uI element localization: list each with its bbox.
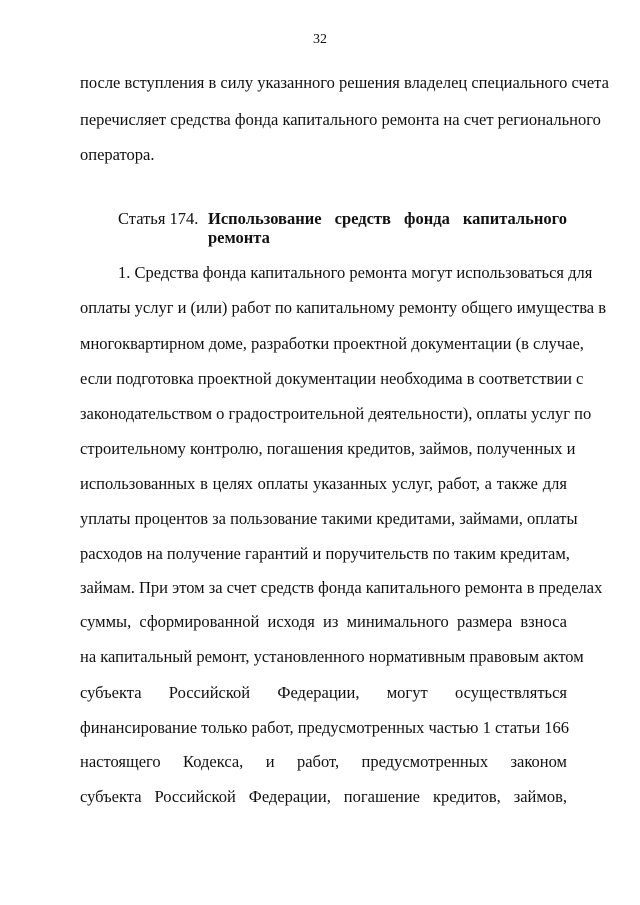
paragraph-line: расходов на получение гарантий и поручительств по таким кредитам,	[80, 544, 570, 563]
article-title-continued: ремонта	[208, 228, 270, 247]
paragraph-line: суммы, сформированной исходя из минимального размера взноса	[80, 612, 567, 631]
paragraph-line: оператора.	[80, 145, 155, 164]
paragraph-line: на капитальный ремонт, установленного нормативным правовым актом	[80, 647, 584, 666]
paragraph-line: субъекта Российской Федерации, могут осуществляться	[80, 683, 567, 702]
paragraph-line: субъекта Российской Федерации, погашение кредитов, займов,	[80, 787, 567, 806]
paragraph-line: перечисляет средства фонда капитального ремонта на счет регионального	[80, 110, 601, 129]
paragraph-line: финансирование только работ, предусмотренных частью 1 статьи 166	[80, 718, 570, 737]
article-title: Использование средств фонда капитального	[208, 209, 567, 228]
paragraph-line: уплаты процентов за пользование такими кредитами, займами, оплаты	[80, 509, 578, 528]
paragraph-line: настоящего Кодекса, и работ, предусмотренных законом	[80, 752, 567, 771]
paragraph-line: 1. Средства фонда капитального ремонта могут использоваться для	[118, 263, 593, 282]
page-number: 32	[313, 32, 327, 47]
paragraph-line: займам. При этом за счет средств фонда капитального ремонта в пределах	[80, 578, 603, 597]
paragraph-line: многоквартирном доме, разработки проектной документации (в случае,	[80, 334, 584, 353]
paragraph-line: оплаты услуг и (или) работ по капитальному ремонту общего имущества в	[80, 298, 607, 317]
paragraph-line: использованных в целях оплаты указанных услуг, работ, а также для	[80, 474, 567, 493]
paragraph-line: законодательством о градостроительной деятельности), оплаты услуг по	[80, 404, 592, 423]
paragraph-line: если подготовка проектной документации необходима в соответствии с	[80, 369, 584, 388]
paragraph-line: строительному контролю, погашения кредитов, займов, полученных и	[80, 439, 576, 458]
paragraph-line: после вступления в силу указанного решения владелец специального счета	[80, 73, 609, 92]
article-number: Статья 174.	[118, 209, 199, 228]
